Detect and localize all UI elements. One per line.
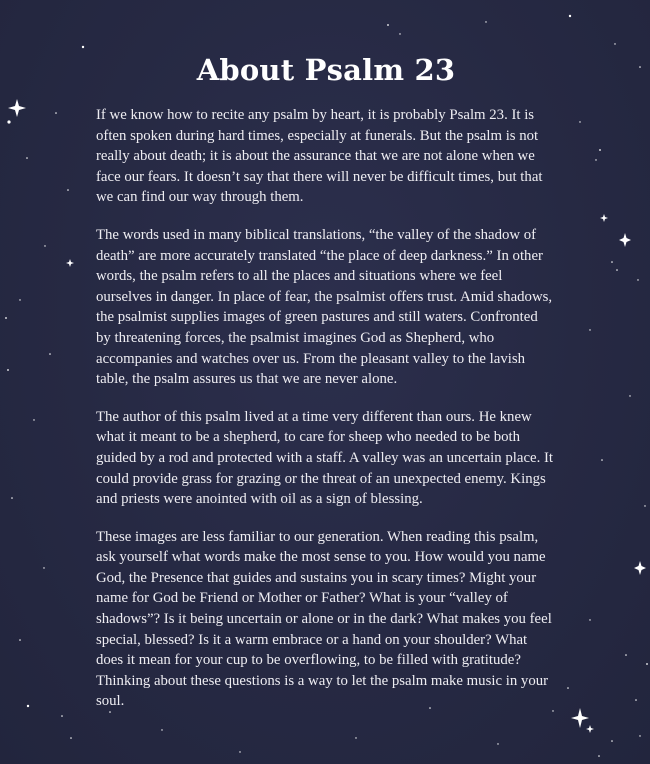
- star-dot-icon: [5, 317, 7, 319]
- star-dot-icon: [611, 740, 613, 742]
- star-dot-icon: [569, 15, 571, 17]
- sparkle-star-icon: [619, 233, 631, 247]
- star-dot-icon: [19, 299, 20, 300]
- star-dot-icon: [601, 459, 603, 461]
- star-dot-icon: [614, 43, 615, 44]
- star-dot-icon: [567, 687, 569, 689]
- star-dot-icon: [55, 112, 57, 114]
- sparkle-star-icon: [8, 99, 26, 117]
- star-dot-icon: [67, 189, 69, 191]
- star-dot-icon: [635, 699, 637, 701]
- sparkle-star-icon: [600, 214, 608, 222]
- star-dot-icon: [82, 46, 84, 48]
- star-dot-icon: [646, 663, 648, 665]
- star-dot-icon: [589, 329, 590, 330]
- star-dot-icon: [616, 269, 618, 271]
- sparkle-star-icon: [66, 259, 74, 267]
- sparkle-star-icon: [634, 561, 646, 575]
- star-dot-icon: [625, 654, 627, 656]
- paragraph-3: The author of this psalm lived at a time very different than ours. He knew what it meant to be a shepherd, to care for sheep who needed to be both guided by a rod and protected with a staff. A valley was an uncertain place. It could provide grass for grazing or the threat of an unexpected enemy. Kings and priests were anointed with oil as a sign of blessing.: [96, 408, 554, 508]
- star-dot-icon: [26, 157, 28, 159]
- document-body: [96, 52, 556, 729]
- star-dot-icon: [239, 751, 240, 752]
- star-dot-icon: [598, 755, 600, 757]
- star-dot-icon: [19, 639, 21, 641]
- star-dot-icon: [644, 505, 645, 506]
- star-dot-icon: [629, 395, 630, 396]
- star-dot-icon: [595, 159, 596, 160]
- star-dot-icon: [11, 497, 13, 499]
- star-dot-icon: [637, 279, 638, 280]
- star-dot-icon: [589, 619, 590, 620]
- page-title: About Psalm 23: [196, 53, 456, 87]
- star-dot-icon: [61, 715, 63, 717]
- star-dot-icon: [355, 737, 356, 738]
- sparkle-star-icon: [571, 708, 589, 728]
- star-dot-icon: [70, 737, 72, 739]
- paragraph-1: If we know how to recite any psalm by heart, it is probably Psalm 23. It is often spoken during hard times, especially at funerals. But the psalm is not really about death; it is about the assurance that we are not alone when we face our fears. It doesn’t say that there will never be difficult times, but that we can find our way through them.: [96, 107, 543, 206]
- star-dot-icon: [49, 353, 51, 355]
- star-dot-icon: [27, 705, 29, 707]
- paragraph-2: The words used in many biblical translations, “the valley of the shadow of death” are more accurately translated “the place of deep darkness.” In other words, the psalm refers to all the places and situations where we feel ourselves in danger. In place of fear, the psalmist offers trust. Amid shadows, the psalmist supplies images of green pastures and still waters. Confronted by threatening forces, the psalmist imagines God as Shepherd, who accompanies and watches over us. From the pleasant valley to the lavish table, the psalm assures us that we are never alone.: [96, 226, 553, 388]
- star-dot-icon: [639, 735, 640, 736]
- star-dot-icon: [43, 567, 44, 568]
- star-dot-icon: [399, 33, 400, 34]
- star-dot-icon: [639, 66, 641, 68]
- star-dot-icon: [7, 369, 9, 371]
- star-dot-icon: [7, 120, 10, 123]
- sparkle-star-icon: [586, 725, 594, 733]
- star-dot-icon: [33, 419, 34, 420]
- paragraph-4: These images are less familiar to our generation. When reading this psalm, ask yourself what words make the most sense to you. How would you name God, the Presence that guides and sustains you in scary times? Might your name for God be Friend or Mother or Father? What is your “valley of shadows”? Is it being uncertain or alone or in the dark? What makes you feel special, blessed? Is it a warm embrace or a hand on your shoulder? What does it mean for your cup to be overflowing, to be filled with gratitude? Thinking about these questions is a way to let the psalm make music in your soul.: [96, 528, 552, 710]
- star-dot-icon: [44, 245, 45, 246]
- star-dot-icon: [599, 149, 601, 151]
- star-dot-icon: [611, 261, 613, 263]
- star-dot-icon: [497, 743, 498, 744]
- star-dot-icon: [161, 729, 162, 730]
- star-dot-icon: [485, 21, 486, 22]
- star-dot-icon: [579, 121, 580, 122]
- star-dot-icon: [387, 24, 389, 26]
